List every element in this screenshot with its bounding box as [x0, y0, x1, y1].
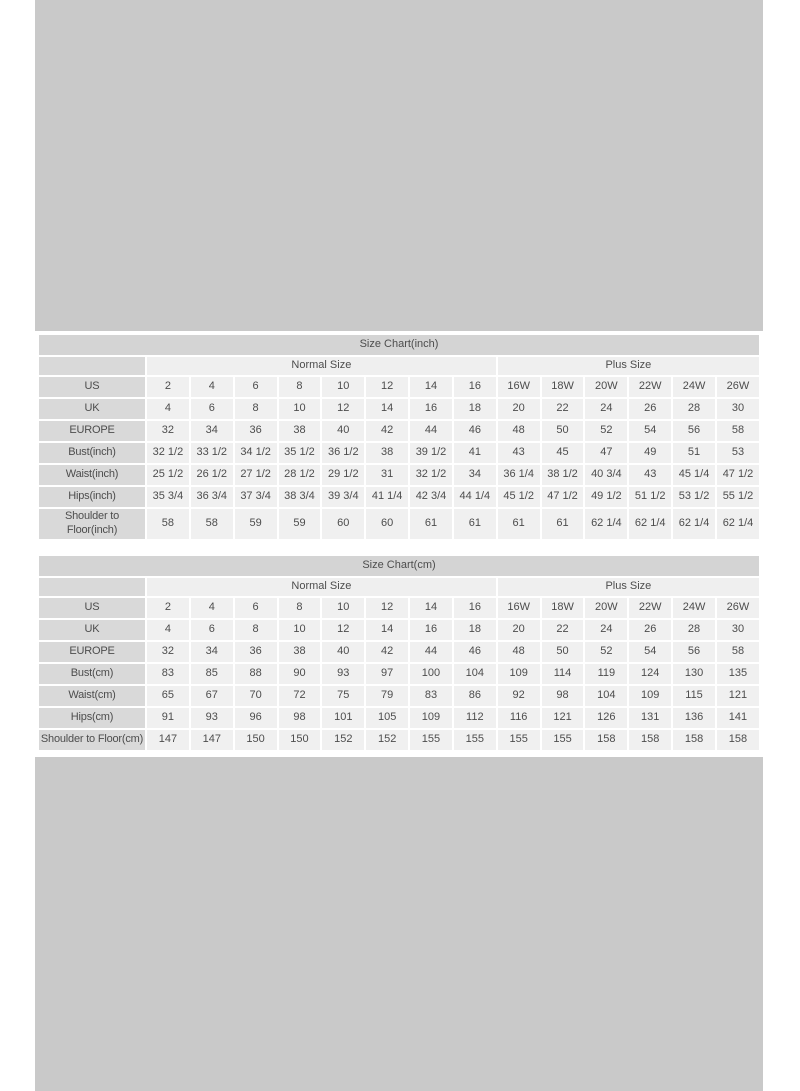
row-label: Shoulder to Floor(cm): [39, 730, 145, 750]
size-value-cell: 46: [454, 642, 496, 662]
size-value-cell: 52: [585, 642, 627, 662]
size-value-cell: 10: [322, 598, 364, 618]
size-value-cell: 104: [585, 686, 627, 706]
row-label: Bust(inch): [39, 443, 145, 463]
corner-cell: [39, 578, 145, 596]
size-charts-section: [35, 331, 763, 757]
table-row: [39, 509, 759, 539]
size-value-cell: 22: [542, 399, 584, 419]
size-value-cell: 158: [629, 730, 671, 750]
size-value-cell: 96: [235, 708, 277, 728]
size-value-cell: 51 1/2: [629, 487, 671, 507]
row-label: Shoulder to Floor(inch): [39, 509, 145, 539]
row-label: Waist(inch): [39, 465, 145, 485]
size-value-cell: 126: [585, 708, 627, 728]
size-value-cell: 92: [498, 686, 540, 706]
size-value-cell: 135: [717, 664, 759, 684]
size-value-cell: 147: [191, 730, 233, 750]
size-value-cell: 34: [191, 421, 233, 441]
size-value-cell: 14: [366, 399, 408, 419]
size-value-cell: 150: [235, 730, 277, 750]
row-label: UK: [39, 399, 145, 419]
size-value-cell: 26 1/2: [191, 465, 233, 485]
size-value-cell: 2: [147, 377, 189, 397]
size-value-cell: 43: [629, 465, 671, 485]
size-value-cell: 30: [717, 399, 759, 419]
table-row: [39, 377, 759, 397]
size-value-cell: 43: [498, 443, 540, 463]
size-value-cell: 20: [498, 399, 540, 419]
size-value-cell: 28: [673, 399, 715, 419]
size-value-cell: 61: [498, 509, 540, 539]
size-value-cell: 105: [366, 708, 408, 728]
size-value-cell: 26: [629, 399, 671, 419]
column-group-row: [39, 578, 759, 596]
size-value-cell: 62 1/4: [585, 509, 627, 539]
size-value-cell: 16W: [498, 377, 540, 397]
size-value-cell: 47 1/2: [717, 465, 759, 485]
size-value-cell: 41: [454, 443, 496, 463]
size-value-cell: 24: [585, 620, 627, 640]
table-row: [39, 730, 759, 750]
size-value-cell: 79: [366, 686, 408, 706]
table-title: Size Chart(inch): [39, 335, 759, 355]
size-value-cell: 101: [322, 708, 364, 728]
size-value-cell: 147: [147, 730, 189, 750]
size-value-cell: 59: [279, 509, 321, 539]
table-row: [39, 708, 759, 728]
size-value-cell: 16W: [498, 598, 540, 618]
size-value-cell: 34: [191, 642, 233, 662]
size-value-cell: 58: [717, 421, 759, 441]
size-value-cell: 121: [717, 686, 759, 706]
table-row: [39, 686, 759, 706]
size-value-cell: 56: [673, 421, 715, 441]
table-title: Size Chart(cm): [39, 556, 759, 576]
size-value-cell: 4: [147, 620, 189, 640]
size-value-cell: 42 3/4: [410, 487, 452, 507]
size-value-cell: 121: [542, 708, 584, 728]
size-value-cell: 90: [279, 664, 321, 684]
size-value-cell: 158: [673, 730, 715, 750]
size-value-cell: 10: [322, 377, 364, 397]
size-value-cell: 18: [454, 620, 496, 640]
size-value-cell: 109: [410, 708, 452, 728]
row-label: EUROPE: [39, 421, 145, 441]
size-value-cell: 10: [279, 620, 321, 640]
size-value-cell: 12: [366, 377, 408, 397]
size-value-cell: 33 1/2: [191, 443, 233, 463]
table-row: [39, 399, 759, 419]
size-value-cell: 20W: [585, 377, 627, 397]
table-row: [39, 487, 759, 507]
size-value-cell: 62 1/4: [629, 509, 671, 539]
size-value-cell: 8: [235, 620, 277, 640]
table-row: [39, 598, 759, 618]
size-value-cell: 39 1/2: [410, 443, 452, 463]
size-value-cell: 54: [629, 642, 671, 662]
size-value-cell: 55 1/2: [717, 487, 759, 507]
size-value-cell: 44: [410, 642, 452, 662]
size-value-cell: 35 1/2: [279, 443, 321, 463]
size-value-cell: 6: [235, 598, 277, 618]
size-value-cell: 40: [322, 421, 364, 441]
size-value-cell: 26W: [717, 598, 759, 618]
size-value-cell: 98: [542, 686, 584, 706]
table-row: [39, 620, 759, 640]
size-value-cell: 155: [542, 730, 584, 750]
size-value-cell: 98: [279, 708, 321, 728]
size-value-cell: 131: [629, 708, 671, 728]
size-value-cell: 10: [279, 399, 321, 419]
size-value-cell: 12: [322, 620, 364, 640]
size-value-cell: 45 1/4: [673, 465, 715, 485]
size-value-cell: 30: [717, 620, 759, 640]
size-value-cell: 44 1/4: [454, 487, 496, 507]
size-value-cell: 93: [191, 708, 233, 728]
size-value-cell: 61: [542, 509, 584, 539]
size-value-cell: 44: [410, 421, 452, 441]
column-group-label: Plus Size: [498, 357, 759, 375]
size-value-cell: 72: [279, 686, 321, 706]
size-value-cell: 150: [279, 730, 321, 750]
size-value-cell: 2: [147, 598, 189, 618]
size-value-cell: 114: [542, 664, 584, 684]
size-value-cell: 39 3/4: [322, 487, 364, 507]
size-value-cell: 8: [279, 377, 321, 397]
size-value-cell: 37 3/4: [235, 487, 277, 507]
table-row: [39, 642, 759, 662]
size-value-cell: 75: [322, 686, 364, 706]
size-value-cell: 158: [585, 730, 627, 750]
size-value-cell: 109: [498, 664, 540, 684]
size-value-cell: 97: [366, 664, 408, 684]
size-value-cell: 91: [147, 708, 189, 728]
size-value-cell: 16: [410, 399, 452, 419]
column-group-label: Normal Size: [147, 578, 496, 596]
row-label: US: [39, 377, 145, 397]
size-value-cell: 20: [498, 620, 540, 640]
corner-cell: [39, 357, 145, 375]
table-row: [39, 443, 759, 463]
size-value-cell: 45: [542, 443, 584, 463]
size-value-cell: 24W: [673, 377, 715, 397]
size-value-cell: 18: [454, 399, 496, 419]
size-value-cell: 48: [498, 642, 540, 662]
size-value-cell: 36 1/2: [322, 443, 364, 463]
size-value-cell: 65: [147, 686, 189, 706]
size-value-cell: 47 1/2: [542, 487, 584, 507]
size-value-cell: 141: [717, 708, 759, 728]
size-value-cell: 60: [322, 509, 364, 539]
size-value-cell: 130: [673, 664, 715, 684]
size-value-cell: 4: [191, 377, 233, 397]
size-value-cell: 116: [498, 708, 540, 728]
size-value-cell: 31: [366, 465, 408, 485]
size-value-cell: 67: [191, 686, 233, 706]
size-value-cell: 46: [454, 421, 496, 441]
table-row: [39, 664, 759, 684]
table-row: [39, 421, 759, 441]
size-value-cell: 155: [498, 730, 540, 750]
size-value-cell: 61: [410, 509, 452, 539]
size-value-cell: 32: [147, 642, 189, 662]
size-value-cell: 16: [454, 598, 496, 618]
size-value-cell: 16: [410, 620, 452, 640]
size-value-cell: 16: [454, 377, 496, 397]
size-value-cell: 22W: [629, 377, 671, 397]
size-value-cell: 112: [454, 708, 496, 728]
size-value-cell: 35 3/4: [147, 487, 189, 507]
size-value-cell: 45 1/2: [498, 487, 540, 507]
size-value-cell: 36: [235, 642, 277, 662]
size-value-cell: 20W: [585, 598, 627, 618]
size-value-cell: 155: [410, 730, 452, 750]
size-value-cell: 14: [410, 377, 452, 397]
size-value-cell: 50: [542, 642, 584, 662]
size-value-cell: 88: [235, 664, 277, 684]
size-chart-table: [37, 554, 761, 752]
size-value-cell: 58: [191, 509, 233, 539]
size-value-cell: 26W: [717, 377, 759, 397]
size-chart-table: [37, 333, 761, 541]
size-value-cell: 4: [147, 399, 189, 419]
size-value-cell: 25 1/2: [147, 465, 189, 485]
size-value-cell: 47: [585, 443, 627, 463]
size-value-cell: 22: [542, 620, 584, 640]
size-value-cell: 38: [366, 443, 408, 463]
size-value-cell: 60: [366, 509, 408, 539]
row-label: Waist(cm): [39, 686, 145, 706]
size-value-cell: 8: [279, 598, 321, 618]
size-value-cell: 62 1/4: [673, 509, 715, 539]
size-value-cell: 8: [235, 399, 277, 419]
size-value-cell: 59: [235, 509, 277, 539]
size-value-cell: 53 1/2: [673, 487, 715, 507]
size-value-cell: 27 1/2: [235, 465, 277, 485]
size-value-cell: 100: [410, 664, 452, 684]
size-value-cell: 4: [191, 598, 233, 618]
row-label: UK: [39, 620, 145, 640]
size-value-cell: 34: [454, 465, 496, 485]
size-value-cell: 124: [629, 664, 671, 684]
size-value-cell: 29 1/2: [322, 465, 364, 485]
size-value-cell: 58: [717, 642, 759, 662]
size-value-cell: 56: [673, 642, 715, 662]
size-value-cell: 83: [147, 664, 189, 684]
size-value-cell: 18W: [542, 598, 584, 618]
row-label: Bust(cm): [39, 664, 145, 684]
size-value-cell: 83: [410, 686, 452, 706]
size-value-cell: 51: [673, 443, 715, 463]
size-value-cell: 26: [629, 620, 671, 640]
size-value-cell: 104: [454, 664, 496, 684]
row-label: Hips(inch): [39, 487, 145, 507]
size-value-cell: 36 1/4: [498, 465, 540, 485]
size-value-cell: 12: [322, 399, 364, 419]
size-value-cell: 85: [191, 664, 233, 684]
size-value-cell: 18W: [542, 377, 584, 397]
size-value-cell: 61: [454, 509, 496, 539]
size-value-cell: 53: [717, 443, 759, 463]
page-background: [35, 0, 763, 1091]
column-group-label: Normal Size: [147, 357, 496, 375]
size-value-cell: 70: [235, 686, 277, 706]
column-group-row: [39, 357, 759, 375]
size-value-cell: 155: [454, 730, 496, 750]
size-value-cell: 58: [147, 509, 189, 539]
table-row: [39, 465, 759, 485]
size-value-cell: 34 1/2: [235, 443, 277, 463]
size-value-cell: 48: [498, 421, 540, 441]
table-title-row: [39, 335, 759, 355]
size-value-cell: 36: [235, 421, 277, 441]
size-value-cell: 152: [366, 730, 408, 750]
size-value-cell: 52: [585, 421, 627, 441]
size-value-cell: 6: [191, 399, 233, 419]
size-value-cell: 28: [673, 620, 715, 640]
size-value-cell: 109: [629, 686, 671, 706]
size-value-cell: 24: [585, 399, 627, 419]
size-value-cell: 14: [366, 620, 408, 640]
size-value-cell: 38: [279, 642, 321, 662]
table-title-row: [39, 556, 759, 576]
size-value-cell: 32 1/2: [147, 443, 189, 463]
size-value-cell: 42: [366, 642, 408, 662]
size-value-cell: 14: [410, 598, 452, 618]
size-value-cell: 49: [629, 443, 671, 463]
size-value-cell: 6: [191, 620, 233, 640]
size-value-cell: 40: [322, 642, 364, 662]
size-value-cell: 38: [279, 421, 321, 441]
size-value-cell: 38 3/4: [279, 487, 321, 507]
size-value-cell: 24W: [673, 598, 715, 618]
size-value-cell: 54: [629, 421, 671, 441]
size-value-cell: 12: [366, 598, 408, 618]
size-value-cell: 32: [147, 421, 189, 441]
row-label: Hips(cm): [39, 708, 145, 728]
row-label: US: [39, 598, 145, 618]
size-value-cell: 42: [366, 421, 408, 441]
size-value-cell: 22W: [629, 598, 671, 618]
size-value-cell: 62 1/4: [717, 509, 759, 539]
size-value-cell: 50: [542, 421, 584, 441]
size-value-cell: 41 1/4: [366, 487, 408, 507]
row-label: EUROPE: [39, 642, 145, 662]
size-value-cell: 115: [673, 686, 715, 706]
size-value-cell: 36 3/4: [191, 487, 233, 507]
size-value-cell: 28 1/2: [279, 465, 321, 485]
size-value-cell: 86: [454, 686, 496, 706]
size-value-cell: 40 3/4: [585, 465, 627, 485]
size-value-cell: 93: [322, 664, 364, 684]
size-value-cell: 158: [717, 730, 759, 750]
size-value-cell: 152: [322, 730, 364, 750]
size-value-cell: 119: [585, 664, 627, 684]
size-value-cell: 32 1/2: [410, 465, 452, 485]
size-value-cell: 49 1/2: [585, 487, 627, 507]
size-value-cell: 6: [235, 377, 277, 397]
column-group-label: Plus Size: [498, 578, 759, 596]
size-value-cell: 136: [673, 708, 715, 728]
size-value-cell: 38 1/2: [542, 465, 584, 485]
